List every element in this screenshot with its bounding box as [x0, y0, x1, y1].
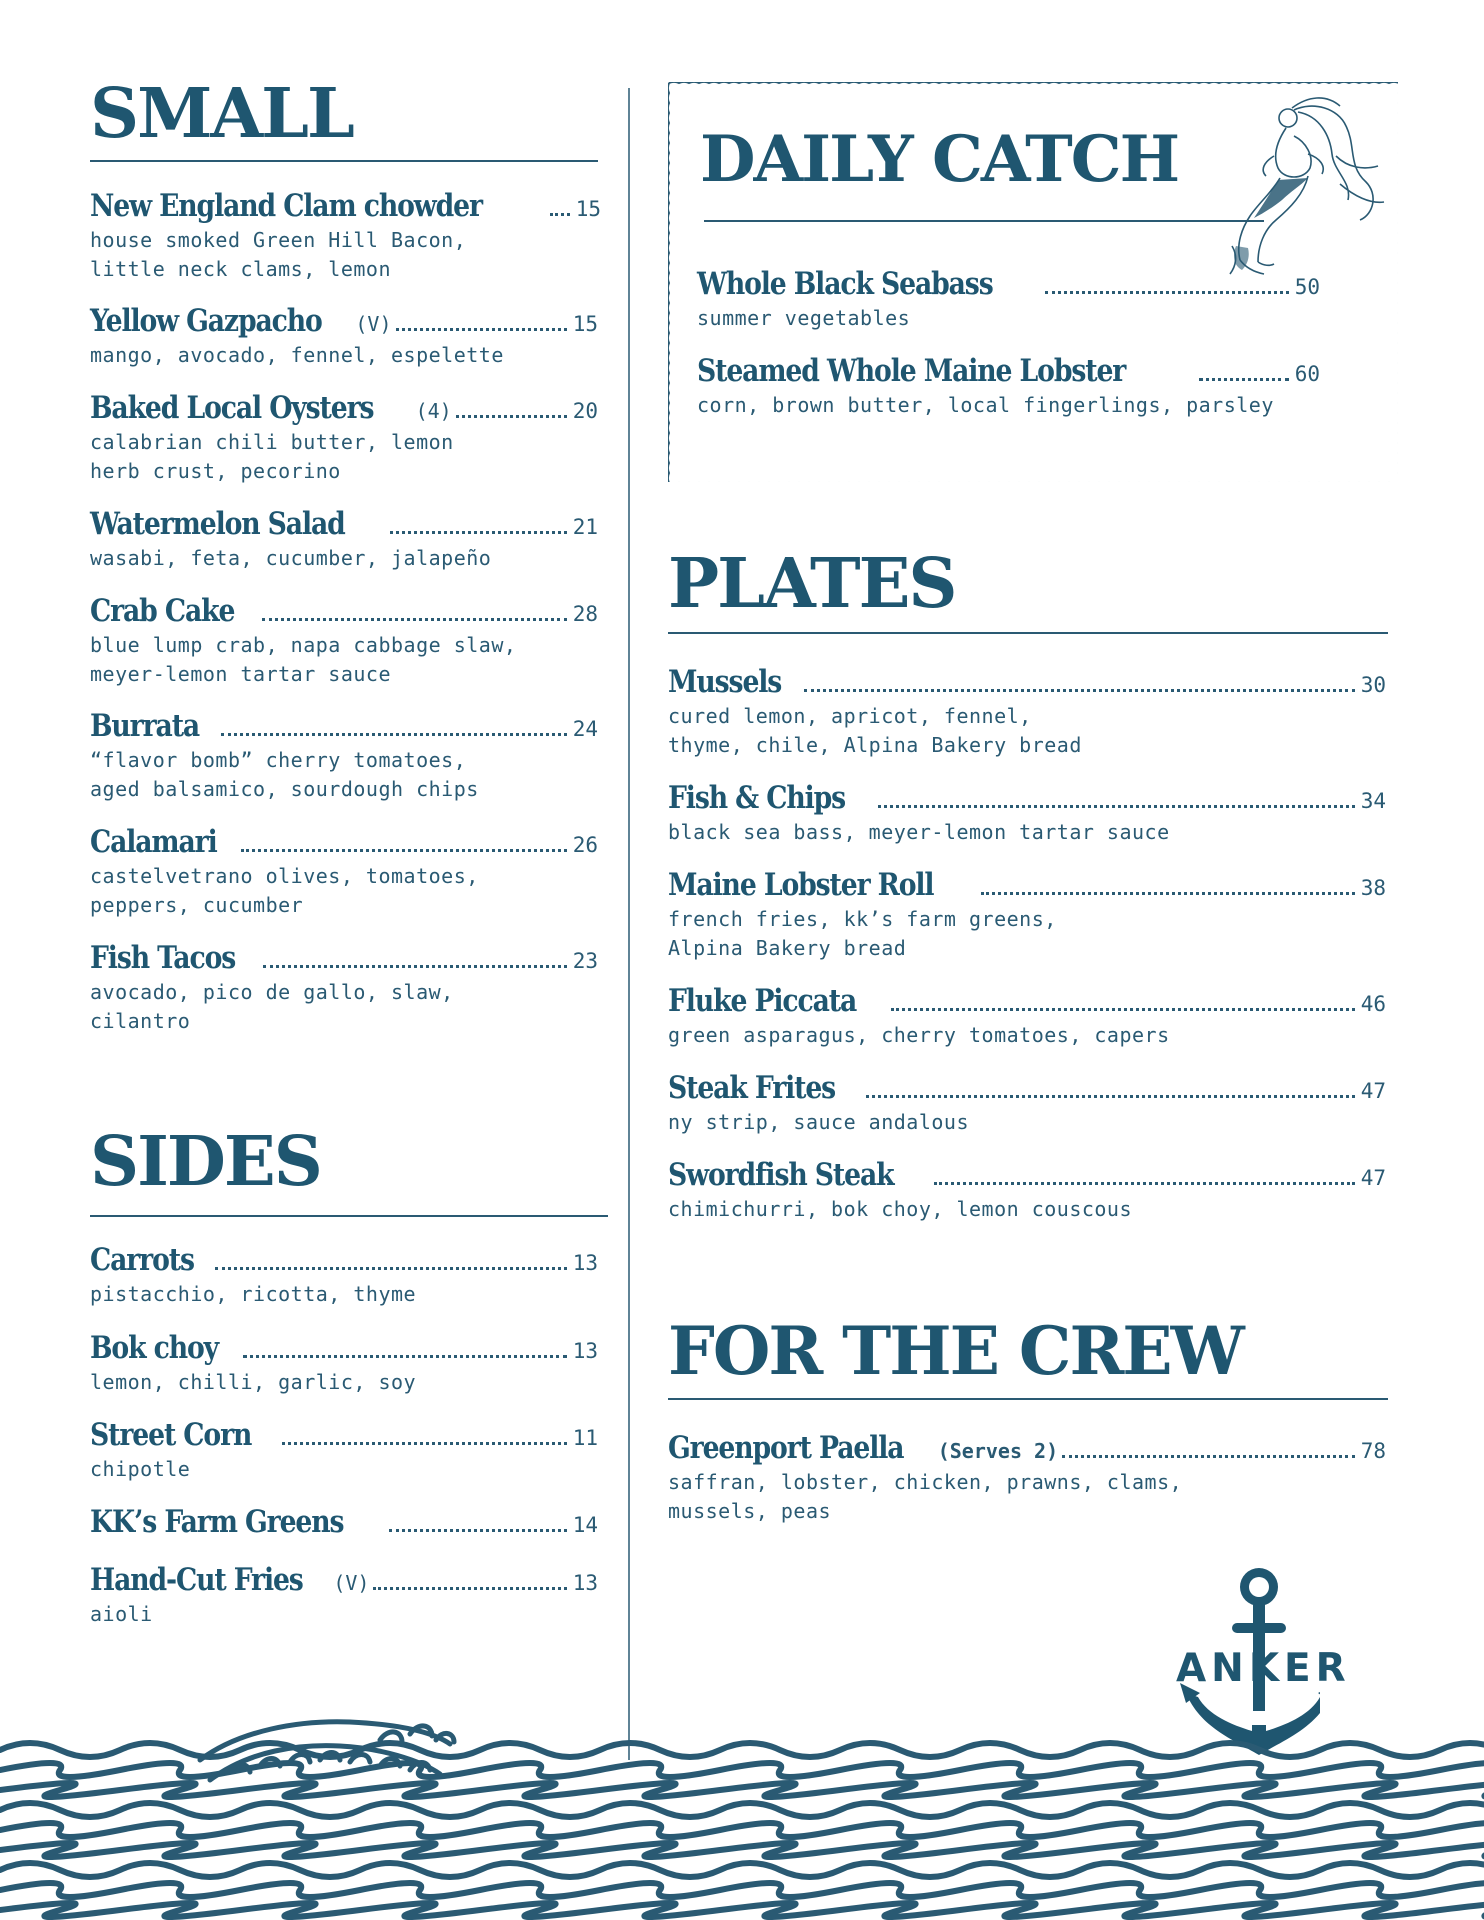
item-note: (Serves 2)	[937, 1439, 1059, 1463]
item-price: 26	[572, 833, 598, 857]
item-description: house smoked Green Hill Bacon,	[90, 228, 467, 252]
mermaid-illustration	[1228, 96, 1388, 276]
item-price: 30	[1360, 673, 1386, 697]
item-description: little neck clams, lemon	[90, 257, 391, 281]
section-title-crew: FOR THE CREW	[668, 1312, 1243, 1390]
menu-item	[697, 353, 1320, 420]
item-description: lemon, chilli, garlic, soy	[90, 1370, 417, 1394]
item-description: avocado, pico de gallo, slaw,	[90, 980, 454, 1004]
item-note: (V)	[333, 1571, 370, 1595]
dot-leader	[389, 1529, 567, 1532]
item-price: 50	[1294, 275, 1320, 299]
menu-item	[668, 1430, 1386, 1526]
section-rule-sides	[90, 1215, 608, 1217]
dot-leader	[221, 733, 567, 736]
section-title-plates: PLATES	[668, 544, 956, 624]
dot-leader	[934, 1182, 1355, 1185]
item-name: Swordfish Steak	[668, 1157, 894, 1193]
section-rule-daily-catch	[704, 220, 1264, 222]
item-price: 21	[572, 515, 598, 539]
item-description: meyer-lemon tartar sauce	[90, 662, 391, 686]
item-description: saffran, lobster, chicken, prawns, clams,	[668, 1470, 1183, 1494]
item-description: aged balsamico, sourdough chips	[90, 777, 479, 801]
item-name: New England Clam chowder	[90, 188, 482, 224]
item-note: (V)	[355, 312, 392, 336]
item-price: 24	[572, 717, 598, 741]
dot-leader	[262, 618, 567, 621]
wave-line	[0, 1783, 1484, 1797]
dot-leader	[1199, 378, 1289, 381]
menu-item	[668, 1157, 1386, 1224]
menu-item	[90, 188, 601, 284]
item-name: Greenport Paella	[668, 1430, 904, 1466]
dot-leader	[263, 965, 567, 968]
item-description: calabrian chili butter, lemon	[90, 430, 454, 454]
item-name: Carrots	[90, 1242, 194, 1278]
dot-leader	[878, 805, 1355, 808]
item-price: 14	[572, 1513, 598, 1537]
item-price: 34	[1360, 789, 1386, 813]
dot-leader	[456, 415, 567, 418]
section-title-sides: SIDES	[90, 1122, 321, 1202]
item-description: chipotle	[90, 1457, 191, 1481]
section-title-small: SMALL	[90, 74, 353, 154]
item-name: Burrata	[90, 708, 200, 744]
dot-leader	[241, 849, 566, 852]
item-name: Yellow Gazpacho	[90, 303, 322, 339]
dot-leader	[396, 328, 567, 331]
item-name: Calamari	[90, 824, 217, 860]
item-description: cilantro	[90, 1009, 191, 1033]
menu-item	[668, 867, 1386, 963]
section-rule-crew	[668, 1398, 1388, 1400]
menu-item	[90, 1417, 598, 1484]
section-rule-plates	[668, 632, 1388, 634]
wave-line	[0, 1903, 1484, 1917]
item-name: Steamed Whole Maine Lobster	[697, 353, 1126, 389]
wave-line	[0, 1823, 1484, 1837]
item-description: “flavor bomb” cherry tomatoes,	[90, 748, 467, 772]
dot-leader	[981, 892, 1355, 895]
item-price: 20	[572, 399, 598, 423]
item-description: aioli	[90, 1602, 153, 1626]
item-name: Steak Frites	[668, 1070, 836, 1106]
dot-leader	[373, 1587, 566, 1590]
item-price: 47	[1360, 1166, 1386, 1190]
item-description: wasabi, feta, cucumber, jalapeño	[90, 546, 492, 570]
item-description: pistacchio, ricotta, thyme	[90, 1282, 417, 1306]
menu-item	[668, 664, 1386, 760]
menu-item	[668, 780, 1386, 847]
section-rule-small	[90, 160, 598, 162]
item-description: thyme, chile, Alpina Bakery bread	[668, 733, 1082, 757]
item-price: 13	[572, 1339, 598, 1363]
item-name: Whole Black Seabass	[697, 266, 993, 302]
dot-leader	[390, 531, 567, 534]
item-description: herb crust, pecorino	[90, 459, 341, 483]
item-description: Alpina Bakery bread	[668, 936, 907, 960]
item-price: 78	[1360, 1439, 1386, 1463]
item-name: Bok choy	[90, 1330, 219, 1366]
item-note: (4)	[415, 399, 452, 423]
item-description: peppers, cucumber	[90, 893, 304, 917]
item-name: Hand-Cut Fries	[90, 1562, 303, 1598]
brand-logo-text: ANKER	[1176, 1646, 1351, 1691]
item-price: 11	[572, 1426, 598, 1450]
item-price: 13	[572, 1251, 598, 1275]
menu-item	[90, 1330, 598, 1397]
menu-item	[90, 708, 598, 804]
item-price: 47	[1360, 1079, 1386, 1103]
item-description: mango, avocado, fennel, espelette	[90, 343, 504, 367]
item-description: mussels, peas	[668, 1499, 832, 1523]
item-description: summer vegetables	[697, 306, 911, 330]
dot-leader	[550, 213, 570, 216]
menu-item	[697, 266, 1320, 333]
dot-leader	[1062, 1455, 1355, 1458]
menu-item	[668, 1070, 1386, 1137]
item-name: Watermelon Salad	[90, 506, 345, 542]
item-description: ny strip, sauce andalous	[668, 1110, 969, 1134]
item-price: 38	[1360, 876, 1386, 900]
item-price: 28	[572, 602, 598, 626]
item-price: 46	[1360, 992, 1386, 1016]
ocean-waves-illustration	[0, 1700, 1484, 1920]
item-name: Street Corn	[90, 1417, 252, 1453]
item-description: green asparagus, cherry tomatoes, capers	[668, 1023, 1170, 1047]
item-price: 60	[1294, 362, 1320, 386]
item-name: Mussels	[668, 664, 782, 700]
dot-leader	[282, 1442, 567, 1445]
item-description: french fries, kk’s farm greens,	[668, 907, 1057, 931]
dot-leader	[866, 1095, 1354, 1098]
dot-leader	[215, 1267, 567, 1270]
menu-item	[90, 303, 598, 370]
menu-item	[90, 506, 598, 573]
menu-item	[90, 824, 598, 920]
menu-item	[90, 940, 598, 1036]
item-price: 23	[572, 949, 598, 973]
item-description: chimichurri, bok choy, lemon couscous	[668, 1197, 1133, 1221]
dot-leader	[1045, 291, 1289, 294]
item-description: blue lump crab, napa cabbage slaw,	[90, 633, 517, 657]
menu-item	[90, 1504, 598, 1540]
wave-line	[0, 1843, 1484, 1857]
dot-leader	[243, 1355, 567, 1358]
item-name: Crab Cake	[90, 593, 235, 629]
item-description: castelvetrano olives, tomatoes,	[90, 864, 479, 888]
item-price: 15	[575, 197, 601, 221]
dot-leader	[804, 689, 1355, 692]
item-name: Baked Local Oysters	[90, 390, 374, 426]
item-price: 13	[572, 1571, 598, 1595]
item-price: 15	[572, 312, 598, 336]
item-description: cured lemon, apricot, fennel,	[668, 704, 1032, 728]
column-divider	[628, 88, 630, 1760]
section-title-daily-catch: DAILY CATCH	[700, 122, 1179, 197]
wave-line	[0, 1803, 1484, 1817]
menu-item	[90, 390, 598, 486]
item-description: black sea bass, meyer-lemon tartar sauce	[668, 820, 1170, 844]
wave-line	[0, 1883, 1484, 1897]
item-description: corn, brown butter, local fingerlings, parsley	[697, 393, 1274, 417]
wave-line	[0, 1863, 1484, 1877]
item-name: KK’s Farm Greens	[90, 1504, 344, 1540]
dot-leader	[891, 1008, 1355, 1011]
item-name: Maine Lobster Roll	[668, 867, 934, 903]
item-name: Fish Tacos	[90, 940, 236, 976]
menu-item	[90, 593, 598, 689]
menu-item	[90, 1562, 598, 1629]
item-name: Fish & Chips	[668, 780, 846, 816]
item-name: Fluke Piccata	[668, 983, 857, 1019]
menu-item	[668, 983, 1386, 1050]
menu-item	[90, 1242, 598, 1309]
